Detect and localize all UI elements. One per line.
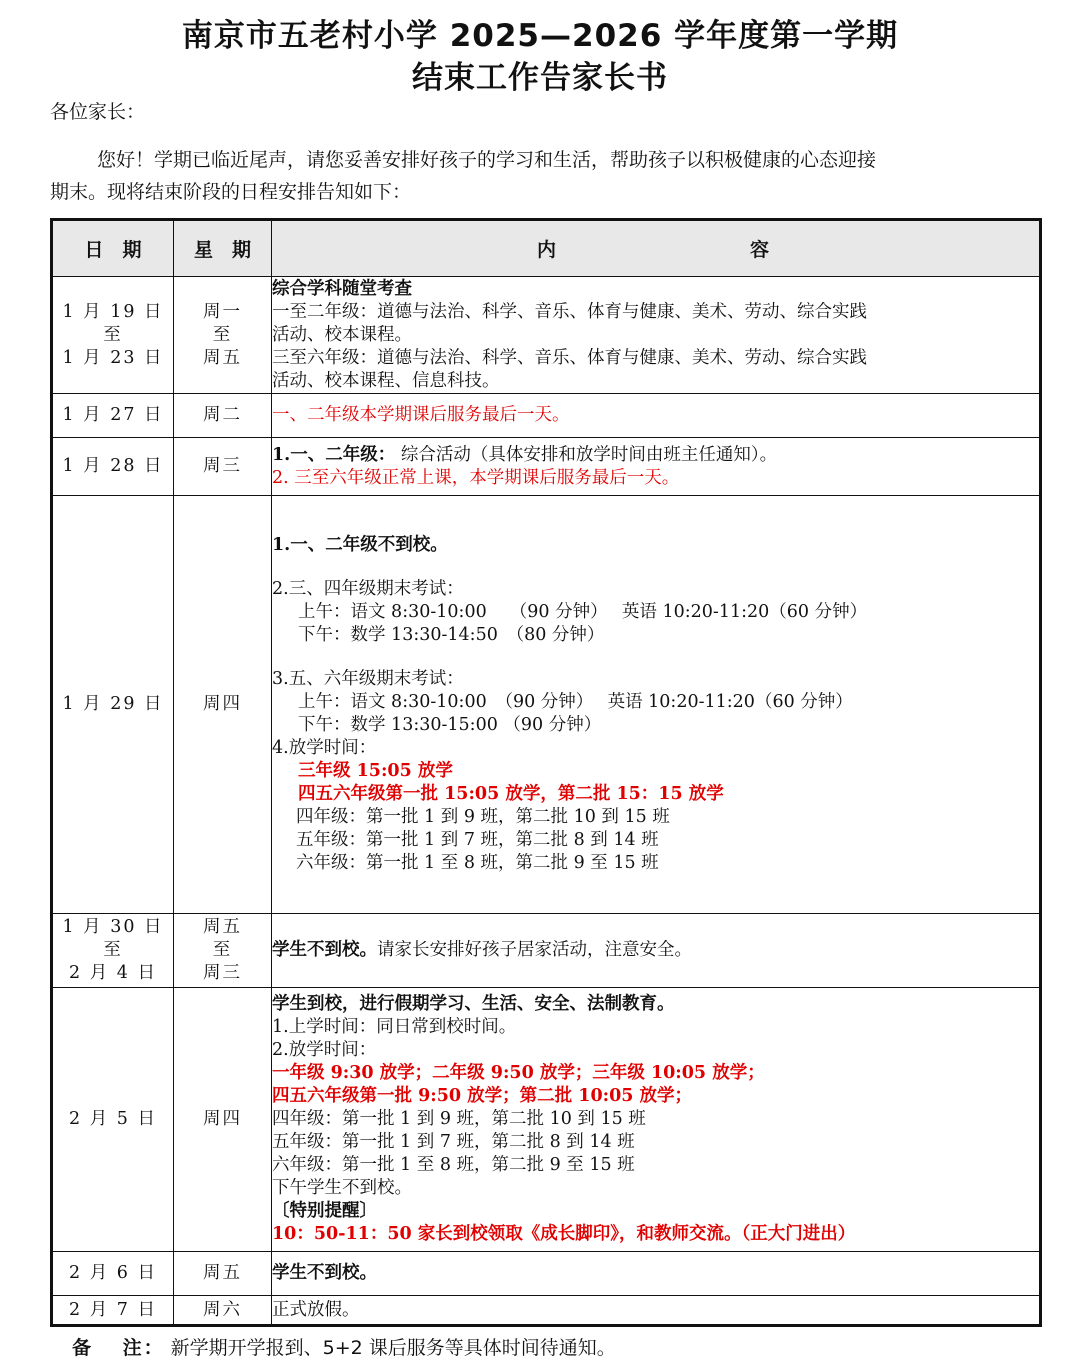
- weekday-text: 周一: [203, 301, 242, 322]
- weekday-text: 周五: [203, 1263, 242, 1283]
- date-text: 1 月 29 日: [62, 694, 164, 714]
- content-line: 一年级 9:30 放学；二年级 9:50 放学；三年级 10:05 放学；: [272, 1063, 765, 1083]
- date-text: 1 月 28 日: [62, 456, 164, 476]
- content-line-bold: 1.一、二年级：: [272, 444, 396, 465]
- date-text: 2 月 7 日: [69, 1299, 157, 1320]
- content-line: 1.一、二年级不到校。: [272, 535, 448, 555]
- date-cell: [52, 1252, 174, 1296]
- content-line: 四年级：第一批 1 到 9 班，第二批 10 到 15 班: [272, 1109, 646, 1129]
- date-cell: [52, 914, 174, 988]
- weekday-text: 至: [212, 940, 233, 960]
- content-line: 下午：数学 13:30-14:50 （80 分钟）: [298, 625, 605, 645]
- date-text: 1 月 19 日: [62, 301, 164, 322]
- intro-line-1: 您好！学期已临近尾声，请您妥善安排好孩子的学习和生活，帮助孩子以积极健康的心态迎接: [97, 149, 877, 171]
- content-line: 活动、校本课程。: [272, 324, 412, 345]
- date-text: 至: [103, 324, 123, 345]
- content-line: 3.五、六年级期末考试：: [272, 669, 464, 689]
- title-line-1: 南京市五老村小学 2025—2026 学年度第一学期: [181, 18, 899, 54]
- weekday-text: 周五: [203, 347, 242, 368]
- date-cell: [52, 277, 174, 394]
- content-line: 四五六年级第一批 15:05 放学，第二批 15：15 放学: [298, 784, 724, 804]
- content-cell: [272, 394, 1041, 438]
- weekday-text: 周二: [203, 405, 242, 425]
- header-content-b: 容: [749, 239, 769, 261]
- schedule-table: [50, 218, 1042, 1327]
- date-text: 2 月 6 日: [69, 1263, 157, 1283]
- weekday-cell: [174, 277, 272, 394]
- content-line: 五年级：第一批 1 到 7 班，第二批 8 到 14 班: [272, 1132, 635, 1152]
- weekday-cell: [174, 914, 272, 988]
- content-line: 上午：语文 8:30-10:00 （90 分钟） 英语 10:20-11:20（60 分钟）: [298, 602, 868, 622]
- content-line: [272, 444, 1039, 467]
- header-content-a: 内: [537, 239, 557, 261]
- weekday-text: 周三: [203, 963, 242, 983]
- footer-label: 备 注：: [72, 1337, 165, 1359]
- content-cell: [272, 988, 1041, 1252]
- content-cell: [272, 1252, 1041, 1296]
- content-line: 学生到校，进行假期学习、生活、安全、法制教育。: [272, 994, 675, 1014]
- table-row: [52, 496, 1041, 914]
- content-line: 2.放学时间：: [272, 1040, 377, 1060]
- weekday-text: 周四: [203, 1109, 242, 1129]
- content-line-text: 请家长安排好孩子居家活动，注意安全。: [377, 940, 692, 960]
- table-row: [52, 394, 1041, 438]
- weekday-text: 周五: [203, 917, 242, 937]
- date-cell: [52, 1296, 174, 1326]
- table-row: [52, 1296, 1041, 1326]
- date-text: 2 月 4 日: [69, 963, 157, 983]
- content-line: 下午：数学 13:30-15:00 （90 分钟）: [298, 715, 602, 735]
- weekday-text: 周六: [203, 1299, 242, 1320]
- line-gap: [272, 557, 1039, 578]
- content-line: [272, 939, 1039, 962]
- weekday-text: 周三: [203, 456, 242, 476]
- greeting: 各位家长：: [50, 101, 146, 123]
- date-text: 2 月 5 日: [69, 1109, 157, 1129]
- header-weekday: 星 期: [174, 220, 272, 277]
- content-cell: [272, 1296, 1041, 1326]
- content-cell: [272, 438, 1041, 496]
- weekday-text: 周四: [203, 694, 242, 714]
- content-line: 1.上学时间：同日常到校时间。: [272, 1017, 517, 1037]
- table-header-row: [52, 220, 1041, 277]
- weekday-cell: [174, 496, 272, 914]
- content-line: 学生不到校。: [272, 1263, 377, 1283]
- date-cell: [52, 438, 174, 496]
- content-line: 四年级：第一批 1 到 9 班，第二批 10 到 15 班: [296, 807, 670, 827]
- content-line: 活动、校本课程、信息科技。: [272, 370, 500, 391]
- intro-line-2: 期末。现将结束阶段的日程安排告知如下：: [50, 181, 412, 203]
- table-row: [52, 1252, 1041, 1296]
- content-line: 4.放学时间：: [272, 738, 377, 758]
- content-line: 2. 三至六年级正常上课，本学期课后服务最后一天。: [272, 467, 680, 488]
- content-line: 正式放假。: [272, 1299, 360, 1320]
- content-cell: [272, 277, 1041, 394]
- table-row: [52, 438, 1041, 496]
- weekday-cell: [174, 438, 272, 496]
- date-text: 1 月 23 日: [62, 347, 164, 368]
- weekday-cell: [174, 1252, 272, 1296]
- date-text: 1 月 27 日: [62, 405, 164, 425]
- table-row: [52, 988, 1041, 1252]
- table-row: [52, 914, 1041, 988]
- content-cell: [272, 496, 1041, 914]
- table-row: [52, 277, 1041, 394]
- line-gap: [272, 647, 1039, 668]
- content-line: 一至二年级：道德与法治、科学、音乐、体育与健康、美术、劳动、综合实践: [272, 301, 867, 322]
- content-line: 五年级：第一批 1 到 7 班，第二批 8 到 14 班: [296, 830, 659, 850]
- content-line: 一、二年级本学期课后服务最后一天。: [272, 405, 570, 425]
- date-cell: [52, 496, 174, 914]
- content-line: 四五六年级第一批 9:50 放学；第二批 10:05 放学；: [272, 1086, 693, 1106]
- content-line: 三至六年级：道德与法治、科学、音乐、体育与健康、美术、劳动、综合实践: [272, 347, 867, 368]
- footer-note: [72, 1333, 616, 1360]
- weekday-cell: [174, 988, 272, 1252]
- weekday-text: 至: [212, 324, 233, 345]
- content-line: 下午学生不到校。: [272, 1178, 412, 1198]
- content-line: 六年级：第一批 1 至 8 班，第二批 9 至 15 班: [296, 853, 659, 873]
- content-line: 三年级 15:05 放学: [298, 761, 453, 781]
- date-cell: [52, 394, 174, 438]
- footer-text: 新学期开学报到、5+2 课后服务等具体时间待通知。: [170, 1337, 616, 1359]
- content-cell: [272, 914, 1041, 988]
- content-line: 〔特别提醒〕: [272, 1201, 377, 1221]
- content-line: 2.三、四年级期末考试：: [272, 579, 464, 599]
- content-line: 综合学科随堂考查: [272, 278, 412, 299]
- date-cell: [52, 988, 174, 1252]
- date-text: 至: [103, 940, 123, 960]
- content-line-bold: 学生不到校。: [272, 940, 377, 960]
- date-text: 1 月 30 日: [62, 917, 164, 937]
- weekday-cell: [174, 1296, 272, 1326]
- content-line: 六年级：第一批 1 至 8 班，第二批 9 至 15 班: [272, 1155, 635, 1175]
- header-content: [272, 220, 1041, 277]
- content-line: 上午：语文 8:30-10:00 （90 分钟） 英语 10:20-11:20（60 分钟）: [298, 692, 853, 712]
- weekday-cell: [174, 394, 272, 438]
- title-line-2: 结束工作告家长书: [412, 60, 668, 96]
- content-line: 10：50-11：50 家长到校领取《成长脚印》，和教师交流。（正大门进出）: [272, 1224, 856, 1244]
- content-line-text: 综合活动（具体安排和放学时间由班主任通知）。: [395, 444, 778, 465]
- header-date: 日 期: [52, 220, 174, 277]
